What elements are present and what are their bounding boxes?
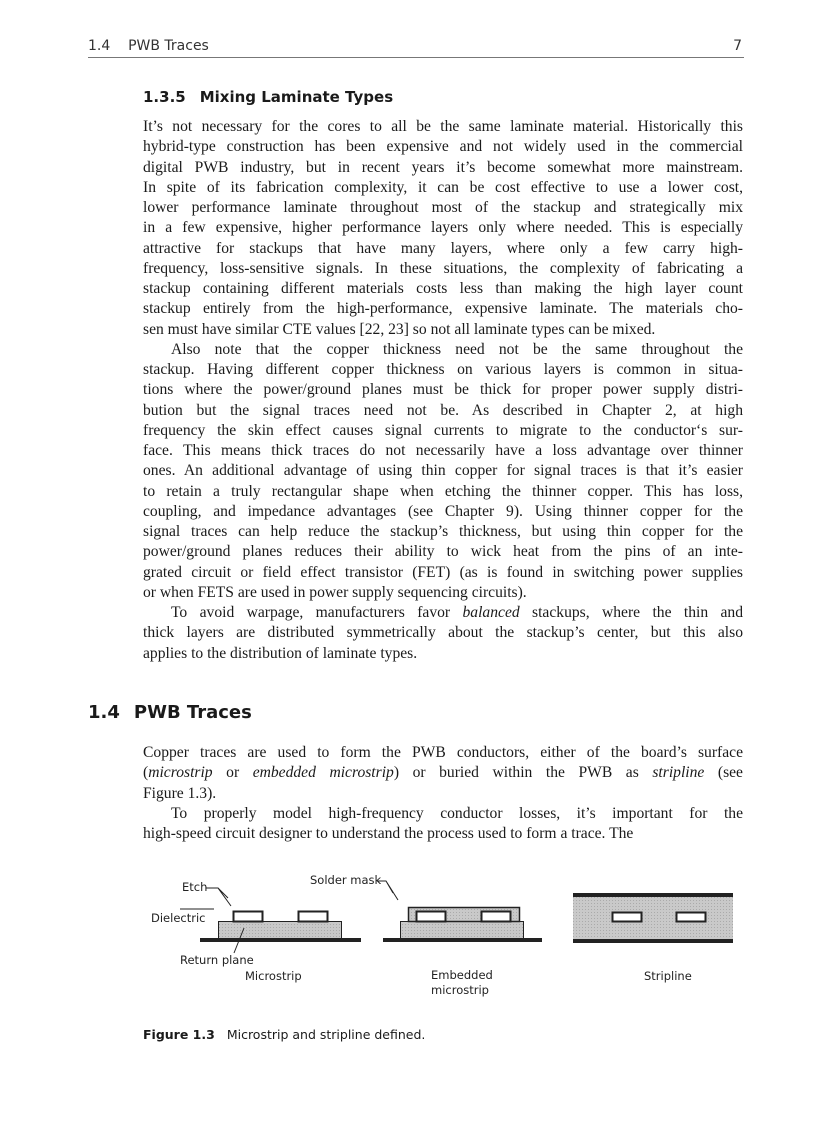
text-span: To avoid warpage, manufacturers favor: [171, 604, 463, 621]
top-plane: [573, 893, 733, 897]
text-line: attractive for stackups that have many layers, where only a few carry high-: [143, 239, 743, 257]
microstrip-diagram: [180, 888, 361, 953]
text-span: (see: [704, 764, 743, 782]
italic-term: balanced: [462, 604, 520, 621]
text-line: to retain a truly rectangular shape when etching the thinner copper. This has loss,: [143, 482, 743, 500]
running-head-section: 1.4: [88, 38, 111, 54]
label-dielectric: Dielectric: [151, 911, 206, 925]
panel-label-stripline: Stripline: [644, 969, 692, 983]
italic-term: stripline: [652, 764, 705, 782]
text-line: sen must have similar CTE values [22, 23] so not all laminate types can be mixed.: [143, 320, 656, 338]
text-span: (: [143, 764, 149, 782]
text-line: thick layers are distributed symmetrically about the stackup’s center, but this also: [143, 624, 743, 642]
panel-label-microstrip: Microstrip: [245, 969, 302, 983]
text-line: tions where the power/ground planes must be thick for proper power supply distri-: [143, 381, 743, 399]
text-line: stackup entirely from the high-performance, expensive laminate. The materials cho-: [143, 300, 743, 318]
text-line: coupling, and impedance advantages (see Chapter 9). Using thinner copper for the: [143, 502, 743, 520]
text-line: stackup containing different materials costs less than making the high layer count: [143, 280, 743, 297]
running-head-title: PWB Traces: [128, 38, 209, 54]
caption-number: Figure 1.3: [143, 1027, 215, 1042]
text-line: bution but the signal traces need not be. As described in Chapter 2, at high: [143, 401, 743, 419]
text-line: applies to the distribution of laminate types.: [143, 644, 418, 662]
text-line: ones. An additional advantage of using thin copper for signal traces is that it’s easier: [143, 462, 743, 480]
text-line: stackup. Having different copper thickness on various layers is common in situa-: [143, 361, 743, 378]
text-line: or when FETS are used in power supply sequencing circuits).: [143, 583, 527, 601]
trace: [417, 912, 446, 922]
text-line: Also note that the copper thickness need not be the same throughout the: [171, 340, 743, 358]
text-line: digital PWB industry, but in recent years it’s become somewhat more mainstream.: [143, 158, 743, 176]
dielectric: [573, 894, 733, 942]
italic-term: microstrip: [148, 764, 213, 782]
label-etch: Etch: [182, 880, 208, 894]
text-line: signal traces can help reduce the stackup’s thickness, but using thin copper for the: [143, 523, 743, 540]
section-title: PWB Traces: [133, 702, 252, 723]
caption-text: Microstrip and stripline defined.: [226, 1027, 426, 1042]
text-line: frequency the skin effect causes signal currents to migrate to the conductor‘s sur-: [143, 421, 743, 439]
trace: [299, 912, 328, 922]
panel-label-embedded-2: microstrip: [431, 983, 489, 997]
text-line: in a few expensive, higher performance layers only where needed. This is especially: [143, 219, 743, 237]
trace: [677, 913, 706, 922]
text-line: To properly model high-frequency conductor losses, it’s important for the: [171, 804, 743, 822]
text-line: lower performance laminate throughout most of the stackup and strategically mix: [143, 199, 743, 216]
text-line: grated circuit or field effect transistor (FET) (as is found in switching power supplies: [143, 563, 743, 581]
text-span: or: [212, 764, 253, 782]
text-line: high-speed circuit designer to understand the process used to form a trace. The: [143, 825, 634, 842]
italic-term: embedded microstrip: [252, 764, 394, 782]
label-return-plane: Return plane: [180, 953, 254, 967]
text-line: frequency, loss-sensitive signals. In these situations, the complexity of fabricating a: [143, 259, 743, 277]
figure-caption: [143, 1027, 425, 1042]
bottom-plane: [573, 939, 733, 943]
section-title: Mixing Laminate Types: [199, 88, 394, 106]
text-line: In spite of its fabrication complexity, it can be cost effective to use a lower cost,: [143, 178, 743, 196]
label-solder-mask: Solder mask: [310, 873, 382, 887]
section-number: 1.3.5: [143, 88, 186, 106]
trace: [482, 912, 511, 922]
text-span: stackups, where the thin and: [519, 604, 744, 621]
trace: [234, 912, 263, 922]
text-span: ) or buried within the PWB as: [393, 764, 653, 782]
dielectric: [401, 922, 524, 939]
text-line: face. This means thick traces do not necessarily have a loss advantage over thinner: [143, 442, 743, 459]
text-line: power/ground planes reduces their ability to wick heat from the pins of an inte-: [143, 543, 743, 561]
page-number: 7: [733, 38, 742, 54]
stripline-diagram: [573, 893, 733, 943]
text-line: It’s not necessary for the cores to all be the same laminate material. Historically this: [143, 118, 743, 135]
embedded-microstrip-diagram: [377, 881, 542, 942]
etch-arrow-icon: [206, 888, 231, 906]
panel-label-embedded: Embedded: [431, 968, 493, 982]
trace: [613, 913, 642, 922]
section-number: 1.4: [88, 702, 120, 723]
text-line: Copper traces are used to form the PWB conductors, either of the board’s surface: [143, 744, 743, 761]
dielectric: [219, 922, 342, 939]
text-line: Figure 1.3).: [143, 784, 217, 802]
text-line: hybrid-type construction has been expensive and not widely used in the commercial: [143, 138, 743, 156]
